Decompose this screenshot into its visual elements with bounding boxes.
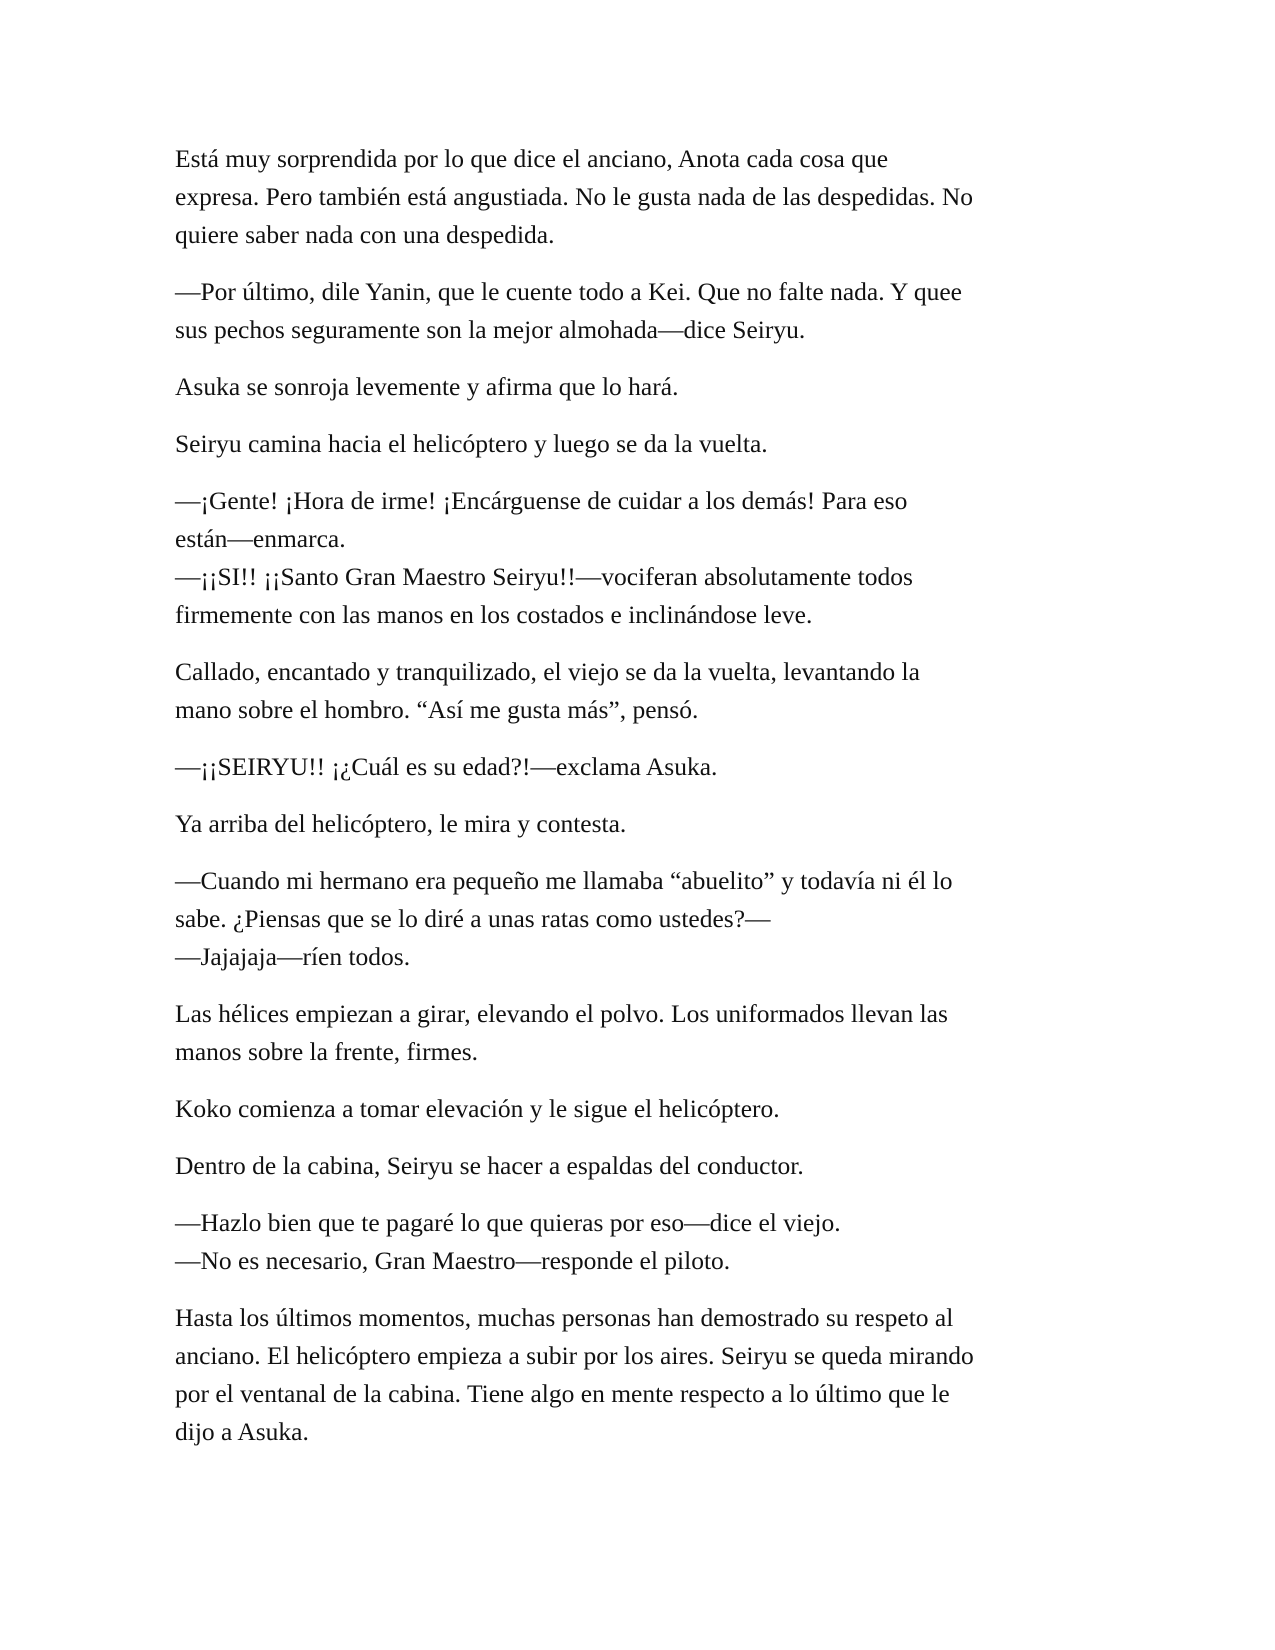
body-text — [175, 140, 1095, 1470]
text-line: están—enmarca. — [175, 524, 346, 553]
paragraph — [175, 653, 1095, 729]
paragraph — [175, 1299, 1095, 1451]
paragraph — [175, 368, 1095, 406]
text-line: Asuka se sonroja levemente y afirma que lo hará. — [175, 372, 679, 401]
text-line: Las hélices empiezan a girar, elevando el polvo. Los uniformados llevan las — [175, 999, 948, 1028]
text-line: Koko comienza a tomar elevación y le sigue el helicóptero. — [175, 1094, 780, 1123]
text-line: Dentro de la cabina, Seiryu se hacer a espaldas del conductor. — [175, 1151, 804, 1180]
text-line: —¡Gente! ¡Hora de irme! ¡Encárguense de cuidar a los demás! Para eso — [175, 486, 908, 515]
paragraph — [175, 995, 1095, 1071]
text-line: Está muy sorprendida por lo que dice el anciano, Anota cada cosa que — [175, 144, 889, 173]
text-line: —No es necesario, Gran Maestro—responde el piloto. — [175, 1246, 731, 1275]
text-line: por el ventanal de la cabina. Tiene algo en mente respecto a lo último que le — [175, 1379, 950, 1408]
text-line: mano sobre el hombro. “Así me gusta más”, pensó. — [175, 695, 699, 724]
text-line: sabe. ¿Piensas que se lo diré a unas ratas como ustedes?— — [175, 904, 771, 933]
paragraph — [175, 425, 1095, 463]
paragraph — [175, 862, 1095, 976]
text-line: —¡¡SI!! ¡¡Santo Gran Maestro Seiryu!!—vociferan absolutamente todos — [175, 562, 913, 591]
text-line: quiere saber nada con una despedida. — [175, 220, 555, 249]
text-line: manos sobre la frente, firmes. — [175, 1037, 479, 1066]
text-line: —Por último, dile Yanin, que le cuente todo a Kei. Que no falte nada. Y quee — [175, 277, 963, 306]
paragraph — [175, 805, 1095, 843]
paragraph — [175, 1090, 1095, 1128]
text-line: Seiryu camina hacia el helicóptero y luego se da la vuelta. — [175, 429, 768, 458]
text-line: dijo a Asuka. — [175, 1417, 309, 1446]
text-line: Ya arriba del helicóptero, le mira y contesta. — [175, 809, 627, 838]
text-line: anciano. El helicóptero empieza a subir por los aires. Seiryu se queda mirando — [175, 1341, 974, 1370]
text-line: Callado, encantado y tranquilizado, el viejo se da la vuelta, levantando la — [175, 657, 920, 686]
text-line: expresa. Pero también está angustiada. No le gusta nada de las despedidas. No — [175, 182, 974, 211]
text-line: —Jajajaja—ríen todos. — [175, 942, 411, 971]
text-line: —Cuando mi hermano era pequeño me llamaba “abuelito” y todavía ni él lo — [175, 866, 953, 895]
text-line: —¡¡SEIRYU!! ¡¿Cuál es su edad?!—exclama Asuka. — [175, 752, 718, 781]
paragraph — [175, 748, 1095, 786]
text-line: firmemente con las manos en los costados e inclinándose leve. — [175, 600, 813, 629]
paragraph — [175, 1204, 1095, 1280]
paragraph — [175, 1147, 1095, 1185]
text-line: Hasta los últimos momentos, muchas personas han demostrado su respeto al — [175, 1303, 954, 1332]
text-line: sus pechos seguramente son la mejor almohada—dice Seiryu. — [175, 315, 806, 344]
paragraph — [175, 140, 1095, 254]
paragraph — [175, 482, 1095, 634]
paragraph — [175, 273, 1095, 349]
text-line: —Hazlo bien que te pagaré lo que quieras por eso—dice el viejo. — [175, 1208, 841, 1237]
